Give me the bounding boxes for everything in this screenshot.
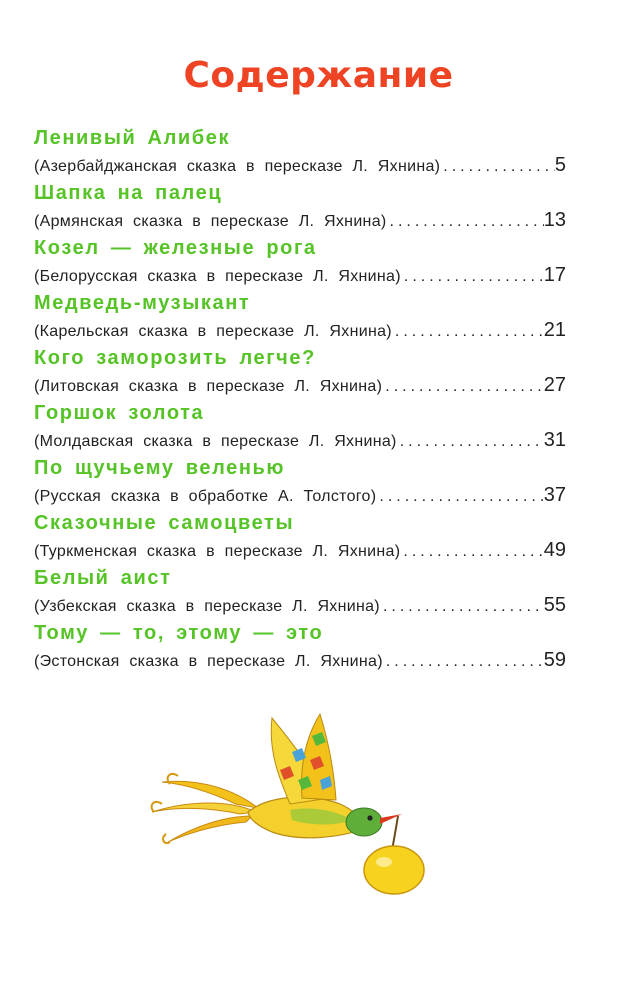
- toc-entry-title: Тому — то, этому — это: [34, 622, 324, 644]
- toc-entry-title: Шапка на палец: [34, 182, 223, 204]
- bird-beak: [380, 814, 402, 824]
- toc-entry-line: [34, 317, 566, 344]
- dot-leader: [376, 483, 543, 510]
- toc-entry[interactable]: [34, 344, 566, 399]
- toc-entry-title: Кого заморозить легче?: [34, 347, 316, 369]
- toc-entry[interactable]: [34, 454, 566, 509]
- bird-tail: [152, 774, 258, 843]
- toc-entry-title: По щучьему веленью: [34, 457, 286, 479]
- dot-leader: [387, 208, 544, 235]
- dot-leader: [401, 263, 544, 290]
- bird-wing: [271, 714, 336, 804]
- toc-entry-line: [34, 647, 566, 674]
- toc-entry-line: [34, 372, 566, 399]
- toc-entry[interactable]: [34, 399, 566, 454]
- toc-entry[interactable]: [34, 124, 566, 179]
- toc-entry-subtitle: (Туркменская сказка в пересказе Л. Яхнина): [34, 543, 401, 560]
- apple: [364, 846, 424, 894]
- toc-entry-subtitle: (Белорусская сказка в пересказе Л. Яхнина): [34, 268, 401, 285]
- toc-entry-subtitle: (Узбекская сказка в пересказе Л. Яхнина): [34, 598, 380, 615]
- toc-entry[interactable]: [34, 509, 566, 564]
- toc-page-number: 31: [543, 429, 566, 451]
- toc-entry-subtitle: (Эстонская сказка в пересказе Л. Яхнина): [34, 653, 383, 670]
- dot-leader: [392, 318, 544, 345]
- toc-entry[interactable]: [34, 234, 566, 289]
- toc-entry-subtitle: (Армянская сказка в пересказе Л. Яхнина): [34, 213, 387, 230]
- dot-leader: [380, 593, 544, 620]
- toc-page-number: 59: [543, 649, 566, 671]
- toc-entry[interactable]: [34, 564, 566, 619]
- toc-entry-subtitle: (Молдавская сказка в пересказе Л. Яхнина): [34, 433, 397, 450]
- toc-entry-line: [34, 262, 566, 289]
- dot-leader: [397, 428, 544, 455]
- toc-entry-subtitle: (Литовская сказка в пересказе Л. Яхнина): [34, 378, 383, 395]
- toc-entry-subtitle: (Азербайджанская сказка в пересказе Л. Яхнина): [34, 158, 441, 175]
- toc-page-number: 13: [543, 209, 566, 231]
- toc-entry-subtitle: (Русская сказка в обработке А. Толстого): [34, 488, 377, 505]
- toc-page-number: 49: [543, 539, 566, 561]
- toc-page-number: 17: [543, 264, 566, 286]
- toc-entry-line: [34, 207, 566, 234]
- apple-stem: [392, 816, 398, 850]
- toc-page-number: 55: [543, 594, 566, 616]
- page-title: Содержание: [183, 55, 454, 96]
- toc-entry-line: [34, 482, 566, 509]
- dot-leader: [440, 153, 555, 180]
- toc-page-number: 21: [543, 319, 566, 341]
- toc-entry-line: [34, 152, 566, 179]
- dot-leader: [382, 373, 544, 400]
- toc-entry-title: Медведь-музыкант: [34, 292, 251, 314]
- toc-entry-title: Горшок золота: [34, 402, 205, 424]
- toc-entry[interactable]: [34, 179, 566, 234]
- toc-page-number: 5: [554, 154, 566, 176]
- dot-leader: [400, 538, 543, 565]
- toc-page-number: 37: [543, 484, 566, 506]
- bird-head: [346, 808, 382, 836]
- toc-entry-line: [34, 592, 566, 619]
- dot-leader: [383, 648, 544, 675]
- toc-entry-subtitle: (Карельская сказка в пересказе Л. Яхнина): [34, 323, 392, 340]
- toc-entry-title: Ленивый Алибек: [34, 127, 231, 149]
- toc-entry[interactable]: [34, 289, 566, 344]
- bird-with-apple-illustration: [140, 700, 460, 900]
- toc-entry-title: Козел — железные рога: [34, 237, 317, 259]
- toc-page-number: 27: [543, 374, 566, 396]
- toc-entry-line: [34, 537, 566, 564]
- toc-entry-line: [34, 427, 566, 454]
- toc-entry-title: Белый аист: [34, 567, 172, 589]
- table-of-contents: [34, 124, 566, 674]
- toc-entry-title: Сказочные самоцветы: [34, 512, 295, 534]
- toc-entry[interactable]: [34, 619, 566, 674]
